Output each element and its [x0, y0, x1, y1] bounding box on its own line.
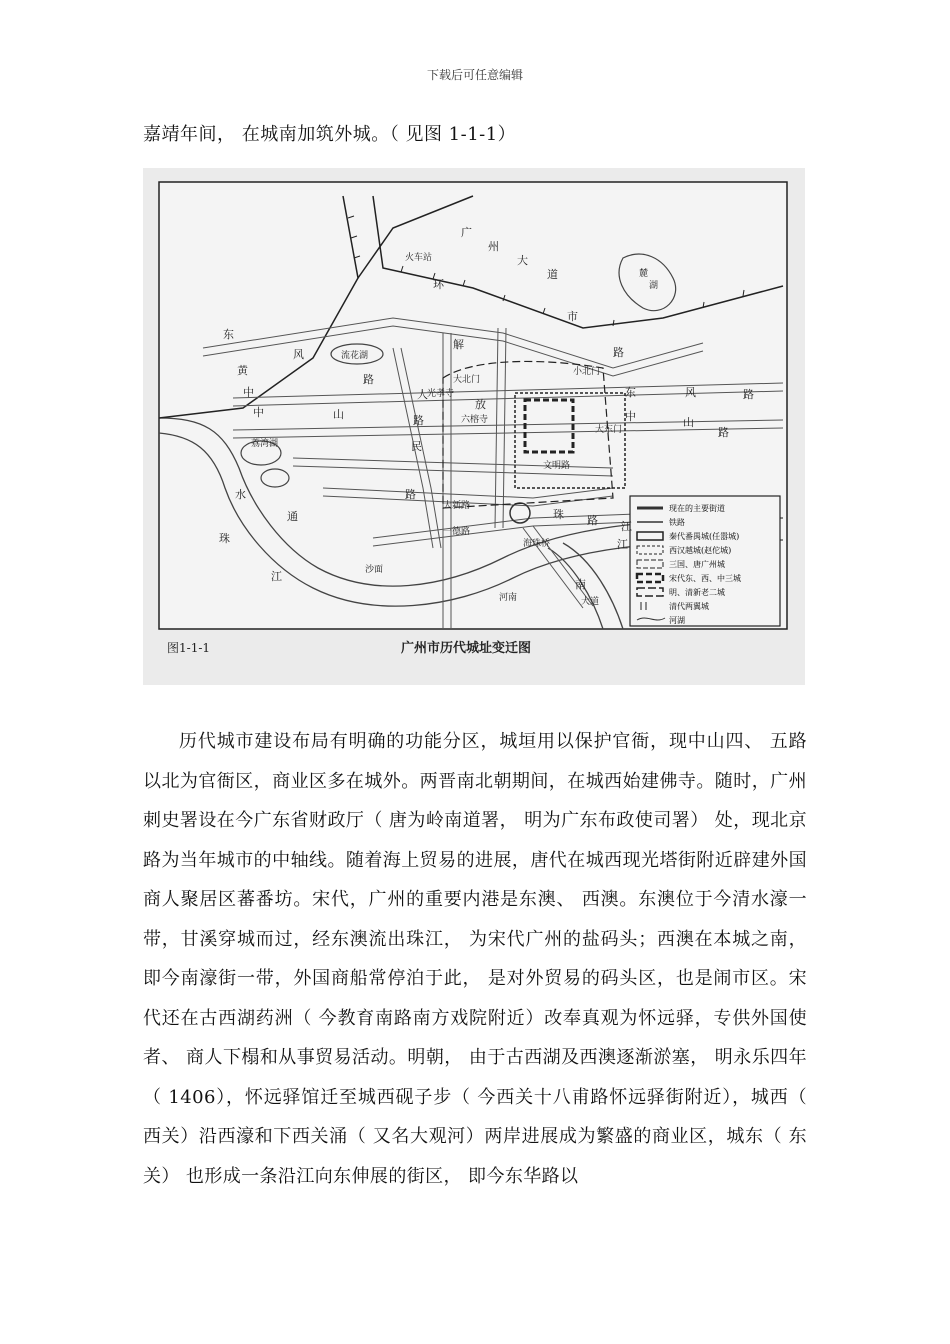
- page-header-note: 下载后可任意编辑: [426, 68, 523, 82]
- label-renmin-min: 民: [411, 440, 422, 453]
- label-right-zhong: 中: [625, 410, 636, 423]
- intro-line: 嘉靖年间， 在城南加筑外城。（ 见图 1-1-1）: [143, 124, 517, 145]
- label-renmin-ren: 人: [417, 388, 428, 401]
- label-zhongshan-lu: 路: [413, 414, 424, 427]
- map-drawing: [143, 168, 805, 685]
- figure-caption: 广州市历代城址变迁图: [401, 641, 532, 656]
- label-nan: 南: [575, 578, 586, 591]
- label-xiaobei-men: 小北门: [573, 367, 601, 377]
- label-right-shan: 山: [683, 416, 694, 429]
- label-shi: 市: [567, 310, 578, 323]
- label-zhujiang-zhu: 珠: [553, 508, 564, 521]
- label-da: 大: [517, 254, 528, 267]
- label-zhou: 州: [488, 240, 499, 253]
- label-left-huang: 黄: [237, 364, 248, 377]
- label-dongfeng-dong: 东: [223, 328, 234, 341]
- label-zhujiang-lu: 路: [587, 514, 598, 527]
- legend-item-6: 明、清新老二城: [669, 588, 725, 597]
- legend-item-4: 三国、唐广州城: [669, 560, 725, 569]
- label-zhujiang-jiang: 江: [621, 520, 632, 533]
- label-dadao: 大道: [581, 597, 600, 607]
- label-zhongshan-zhong: 中: [253, 406, 264, 419]
- legend-item-5: 宋代东、西、中三城: [669, 574, 741, 583]
- label-liuhua-lake: 流花湖: [341, 351, 369, 361]
- label-shamian: 沙面: [365, 565, 384, 575]
- label-dadong-men: 大东门: [595, 425, 623, 435]
- label-left-zhong: 中: [243, 386, 254, 399]
- figure-number: 图1-1-1: [167, 641, 211, 655]
- label-right-feng: 风: [685, 386, 696, 399]
- label-right-lu2: 路: [718, 426, 729, 439]
- city-map-figure: [143, 168, 805, 685]
- label-henan: 河南: [499, 593, 518, 603]
- label-lihu-lake: 荔湾湖: [251, 439, 279, 449]
- label-huanshi-lu: 路: [613, 346, 624, 359]
- label-jiefang-jie: 解: [453, 338, 464, 351]
- label-guang: 广: [461, 226, 472, 239]
- label-yide-lu: 一德路: [443, 527, 471, 537]
- label-railway-station: 火车站: [405, 253, 433, 263]
- map-legend: [630, 496, 780, 626]
- label-bridge: 海珠桥: [523, 539, 551, 549]
- label-daxin-lu: 大新路: [443, 501, 471, 511]
- label-lake-ne1: 麓: [639, 269, 649, 279]
- label-zhongshan-shan: 山: [333, 408, 344, 421]
- legend-item-3: 西汉越城(赵佗城): [669, 546, 732, 555]
- label-dabei-men: 大北门: [453, 375, 481, 385]
- label-renmin-lu: 路: [405, 488, 416, 501]
- label-huan: 环: [433, 278, 444, 291]
- label-jiang-right: 江: [617, 538, 628, 551]
- label-right-dong: 东: [625, 386, 636, 399]
- label-right-lu: 路: [743, 388, 754, 401]
- legend-item-7: 清代两翼城: [669, 602, 709, 611]
- body-paragraph: 历代城市建设布局有明确的功能分区，城垣用以保护官衙，现中山四、 五路以北为官衙区，商业区多在城外。两晋南北朝期间，在城西始建佛寺。随时，广州刺史署设在今广东省财政厅（ 唐为岭南道署， 明为广东布政使司署） 处，现北京路为当年城市的中轴线。随着海上贸易的进展，唐代在城西现光塔街附近辟建外国商人聚居区蕃番坊。宋代，广州的重要内港是东澳、 西澳。东澳位于今清水濠一带，甘溪穿城而过，经东澳流出珠江， 为宋代广州的盐码头；西澳在本城之南，即今南濠街一带，外国商船常停泊于此， 是对外贸易的码头区，也是闹市区。宋代还在古西湖药洲（ 今教育南路南方戏院附近）改奉真观为怀远驿，专供外国使者、 商人下榻和从事贸易活动。明朝， 由于古西湖及西澳逐渐淤塞， 明永乐四年（ 1406），怀远驿馆迁至城西砚子步（ 今西关十八甫路怀远驿街附近），城西（ 西关）沿西濠和下西关涌（ 又名大观河）两岸进展成为繁盛的商业区，城东（ 东关） 也形成一条沿江向东伸展的街区， 即今东华路以: [143, 731, 807, 1187]
- legend-item-2: 秦代番禺城(任嚣城): [669, 532, 740, 541]
- label-lake-ne2: 湖: [649, 281, 659, 291]
- label-guangxiao-si: 光孝寺: [427, 389, 455, 399]
- legend-item-8: 河湖: [669, 616, 685, 625]
- label-shui: 水: [235, 488, 246, 501]
- label-jiefang-fang: 放: [475, 398, 486, 411]
- legend-item-0: 现在的主要街道: [669, 504, 725, 513]
- label-dao: 道: [547, 268, 558, 281]
- label-jiang-river: 江: [271, 570, 282, 583]
- label-dongfeng-feng: 风: [293, 348, 304, 361]
- legend-item-1: 铁路: [669, 518, 685, 527]
- label-dongfeng-lu: 路: [363, 373, 374, 386]
- label-liurong-si: 六榕寺: [461, 415, 489, 425]
- label-tong: 通: [287, 510, 298, 523]
- label-wenming-lu: 文明路: [543, 461, 571, 471]
- label-zhu-river: 珠: [219, 532, 230, 545]
